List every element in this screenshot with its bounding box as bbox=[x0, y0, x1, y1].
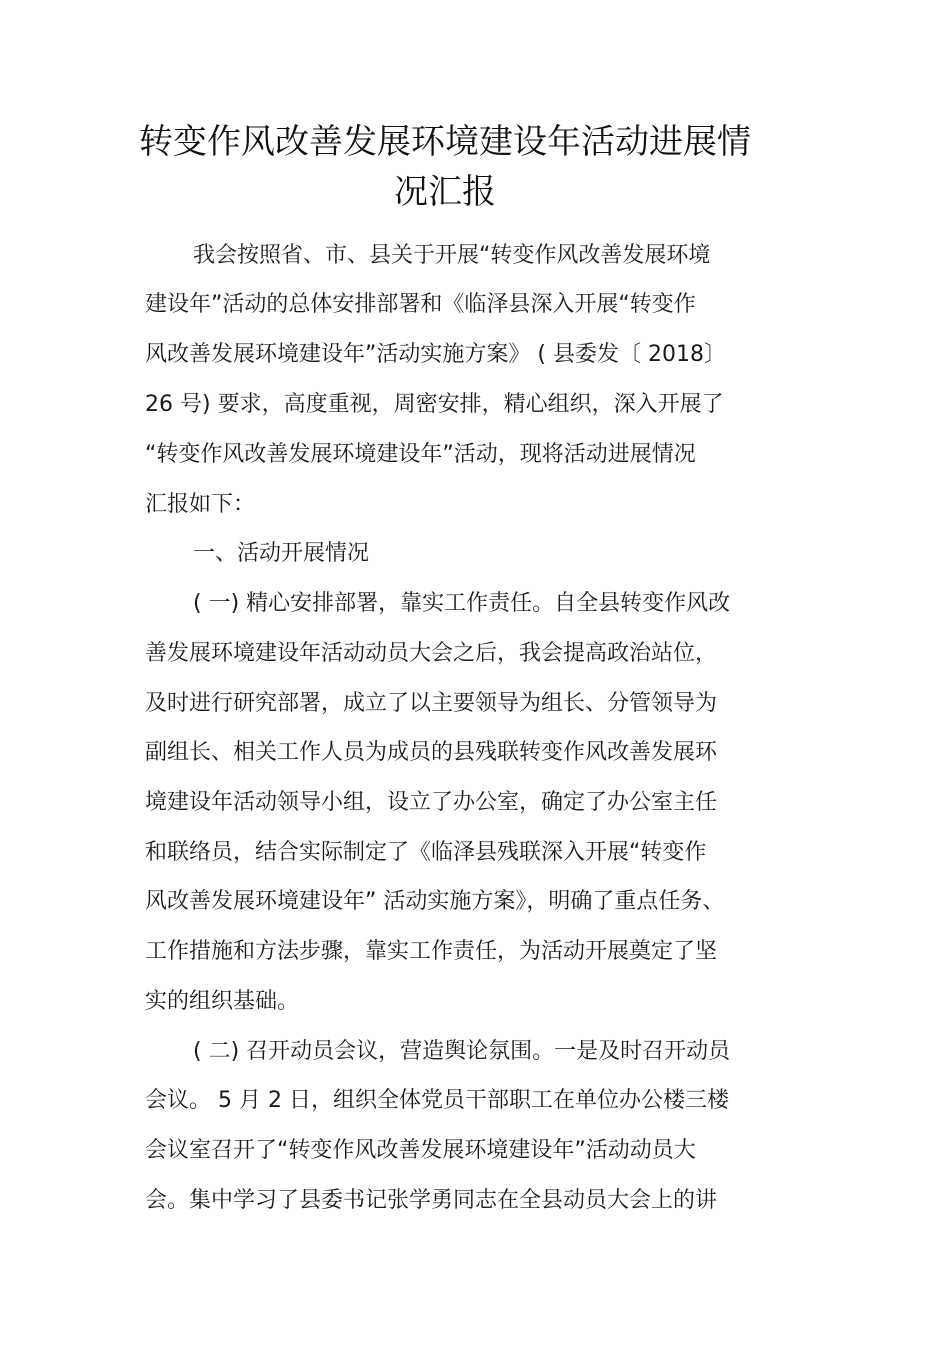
paragraph-2-line-3: 及时进行研究部署，成立了以主要领导为组长、分管领导为 bbox=[145, 691, 718, 716]
paragraph-1-line-1: 我会按照省、市、县关于开展“转变作风改善发展环境 bbox=[193, 243, 711, 268]
section-heading-1: 一、活动开展情况 bbox=[193, 541, 370, 566]
paragraph-2-line-4: 副组长、相关工作人员为成员的县残联转变作风改善发展环 bbox=[145, 740, 718, 765]
paragraph-2-line-2: 善发展环境建设年活动动员大会之后，我会提高政治站位， bbox=[145, 641, 718, 666]
paragraph-3-line-3: 会议室召开了“转变作风改善发展环境建设年”活动动员大 bbox=[145, 1138, 696, 1163]
paragraph-2-line-6: 和联络员，结合实际制定了《临泽县残联深入开展“转变作 bbox=[145, 840, 707, 865]
paragraph-3-line-2: 会议。 5 月 2 日，组织全体党员干部职工在单位办公楼三楼 bbox=[145, 1088, 729, 1113]
paragraph-1-line-5: “转变作风改善发展环境建设年”活动，现将活动进展情况 bbox=[145, 442, 696, 467]
paragraph-1-line-4: 26 号) 要求，高度重视，周密安排，精心组织，深入开展了 bbox=[145, 392, 724, 417]
paragraph-2-line-8: 工作措施和方法步骤，靠实工作责任，为活动开展奠定了坚 bbox=[145, 939, 718, 964]
document-title-line-2: 况汇报 bbox=[394, 172, 496, 212]
document-title-line-1: 转变作风改善发展环境建设年活动进展情 bbox=[139, 122, 751, 162]
paragraph-1-line-6: 汇报如下： bbox=[145, 492, 256, 517]
paragraph-2-line-1: ( 一) 精心安排部署，靠实工作责任。自全县转变作风改 bbox=[193, 591, 731, 616]
paragraph-3-line-1: ( 二) 召开动员会议，营造舆论氛围。一是及时召开动员 bbox=[193, 1039, 731, 1064]
paragraph-1-line-2: 建设年”活动的总体安排部署和《临泽县深入开展“转变作 bbox=[145, 292, 696, 317]
paragraph-2-line-5: 境建设年活动领导小组，设立了办公室，确定了办公室主任 bbox=[145, 790, 718, 815]
paragraph-3-line-4: 会。集中学习了县委书记张学勇同志在全县动员大会上的讲 bbox=[145, 1188, 718, 1213]
paragraph-2-line-7: 风改善发展环境建设年” 活动实施方案》，明确了重点任务、 bbox=[145, 889, 725, 914]
paragraph-1-line-3: 风改善发展环境建设年”活动实施方案》 ( 县委发〔 2018〕 bbox=[145, 342, 726, 367]
paragraph-2-line-9: 实的组织基础。 bbox=[145, 989, 300, 1014]
